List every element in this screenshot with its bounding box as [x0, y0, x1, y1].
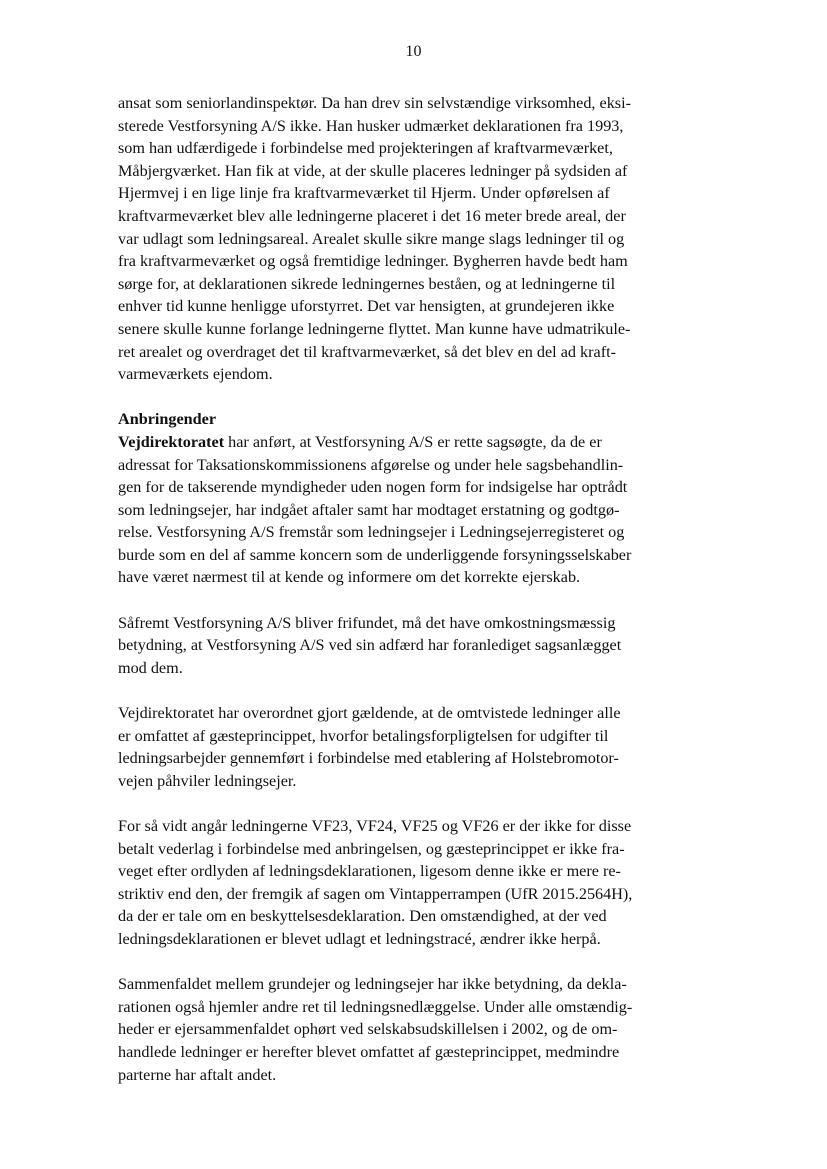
text-line: Hjermvej i en lige linje fra kraftvarmeværket til Hjerm. Under opførelsen af — [118, 184, 610, 203]
text-line: veget efter ordlyden af ledningsdeklarationen, ligesom denne ikke er mere re- — [118, 862, 621, 881]
text-line: varmeværkets ejendom. — [118, 365, 273, 384]
text-line: have været nærmest til at kende og informere om det korrekte ejerskab. — [118, 568, 581, 587]
text-line: Vejdirektoratet har overordnet gjort gældende, at de omtvistede ledninger alle — [118, 704, 621, 723]
text-line: er omfattet af gæsteprincippet, hvorfor betalingsforpligtelsen for udgifter til — [118, 726, 609, 745]
text-line: rationen også hjemler andre ret til ledningsnedlæggelse. Under alle omstændig- — [118, 997, 633, 1016]
text-line: betalt vederlag i forbindelse med anbringelsen, og gæsteprincippet er ikke fra- — [118, 839, 625, 858]
page-number: 10 — [405, 43, 422, 60]
paragraph-costs — [118, 612, 708, 680]
text-run: har anført, at Vestforsyning A/S er rette sagsøgte, da de er — [224, 432, 602, 451]
text-line: Sammenfaldet mellem grundejer og ledningsejer har ikke betydning, da dekla- — [118, 975, 627, 994]
text-line: relse. Vestforsyning A/S fremstår som ledningsejer i Ledningsejerregisteret og — [118, 523, 625, 542]
paragraph-witness-statement — [118, 92, 708, 386]
text-line: senere skulle kunne forlange ledningerne flyttet. Man kunne have udmatrikule- — [118, 319, 631, 338]
text-line: som han udfærdigede i forbindelse med projekteringen af kraftvarmeværket, — [118, 139, 613, 158]
text-line: som ledningsejer, har indgået aftaler samt har modtaget erstatning og godtgø- — [118, 500, 620, 519]
text-line: parterne har aftalt andet. — [118, 1065, 277, 1084]
text-line: sørge for, at deklarationen sikrede ledningernes beståen, og at ledningerne til — [118, 274, 616, 293]
text-line: sterede Vestforsyning A/S ikke. Han husker udmærket deklarationen fra 1993, — [118, 116, 624, 135]
text-line: striktiv end den, der fremgik af sagen om Vintapperrampen (UfR 2015.2564H), — [118, 884, 633, 903]
section-heading: Anbringender — [118, 410, 217, 429]
text-line: gen for de takserende myndigheder uden nogen form for indsigelse har optrådt — [118, 478, 628, 497]
text-line: fra kraftvarmeværket og også fremtidige ledninger. Bygherren havde bedt ham — [118, 252, 628, 271]
text-line: adressat for Taksationskommissionens afgørelse og under hele sagsbehandlin- — [118, 455, 624, 474]
paragraph-vf-lines — [118, 815, 708, 951]
paragraph-vejdirektoratet-claim — [118, 431, 708, 589]
paragraph-ownership — [118, 973, 708, 1086]
text-line: kraftvarmeværket blev alle ledningerne placeret i det 16 meter brede areal, der — [118, 206, 626, 225]
text-line: var udlagt som ledningsareal. Arealet skulle sikre mange slags ledninger til og — [118, 229, 625, 248]
text-line: Måbjergværket. Han fik at vide, at der skulle placeres ledninger på sydsiden af — [118, 161, 628, 180]
text-line: enhver tid kunne henligge uforstyrret. Det var hensigten, at grundejeren ikke — [118, 297, 615, 316]
text-line: betydning, at Vestforsyning A/S ved sin adfærd har foranlediget sagsanlægget — [118, 636, 622, 655]
text-line: Såfremt Vestforsyning A/S bliver frifundet, må det have omkostningsmæssig — [118, 613, 616, 632]
text-line: vejen påhviler ledningsejer. — [118, 771, 297, 790]
text-line: burde som en del af samme koncern som de underliggende forsyningsselskaber — [118, 545, 632, 564]
document-body — [118, 92, 708, 1086]
text-line: mod dem. — [118, 658, 183, 677]
text-line: da der er tale om en beskyttelsesdeklaration. Den omstændighed, at der ved — [118, 907, 607, 926]
text-line — [118, 431, 708, 454]
text-line: ret arealet og overdraget det til kraftvarmeværket, så det blev en del ad kraft- — [118, 342, 616, 361]
text-line: ledningsarbejder gennemført i forbindelse med etablering af Holstebromotor- — [118, 749, 619, 768]
text-line: heder er ejersammenfaldet ophørt ved selskabsudskillelsen i 2002, og de om- — [118, 1020, 618, 1039]
text-line: ansat som seniorlandinspektør. Da han drev sin selvstændige virksomhed, eksi- — [118, 94, 631, 112]
paragraph-guest-principle — [118, 702, 708, 792]
text-line: ledningsdeklarationen er blevet udlagt et ledningstracé, ændrer ikke herpå. — [118, 929, 601, 948]
text-line: For så vidt angår ledningerne VF23, VF24, VF25 og VF26 er der ikke for disse — [118, 817, 632, 835]
bold-lead: Vejdirektoratet — [118, 432, 225, 451]
text-line: handlede ledninger er herefter blevet omfattet af gæsteprincippet, medmindre — [118, 1042, 620, 1061]
